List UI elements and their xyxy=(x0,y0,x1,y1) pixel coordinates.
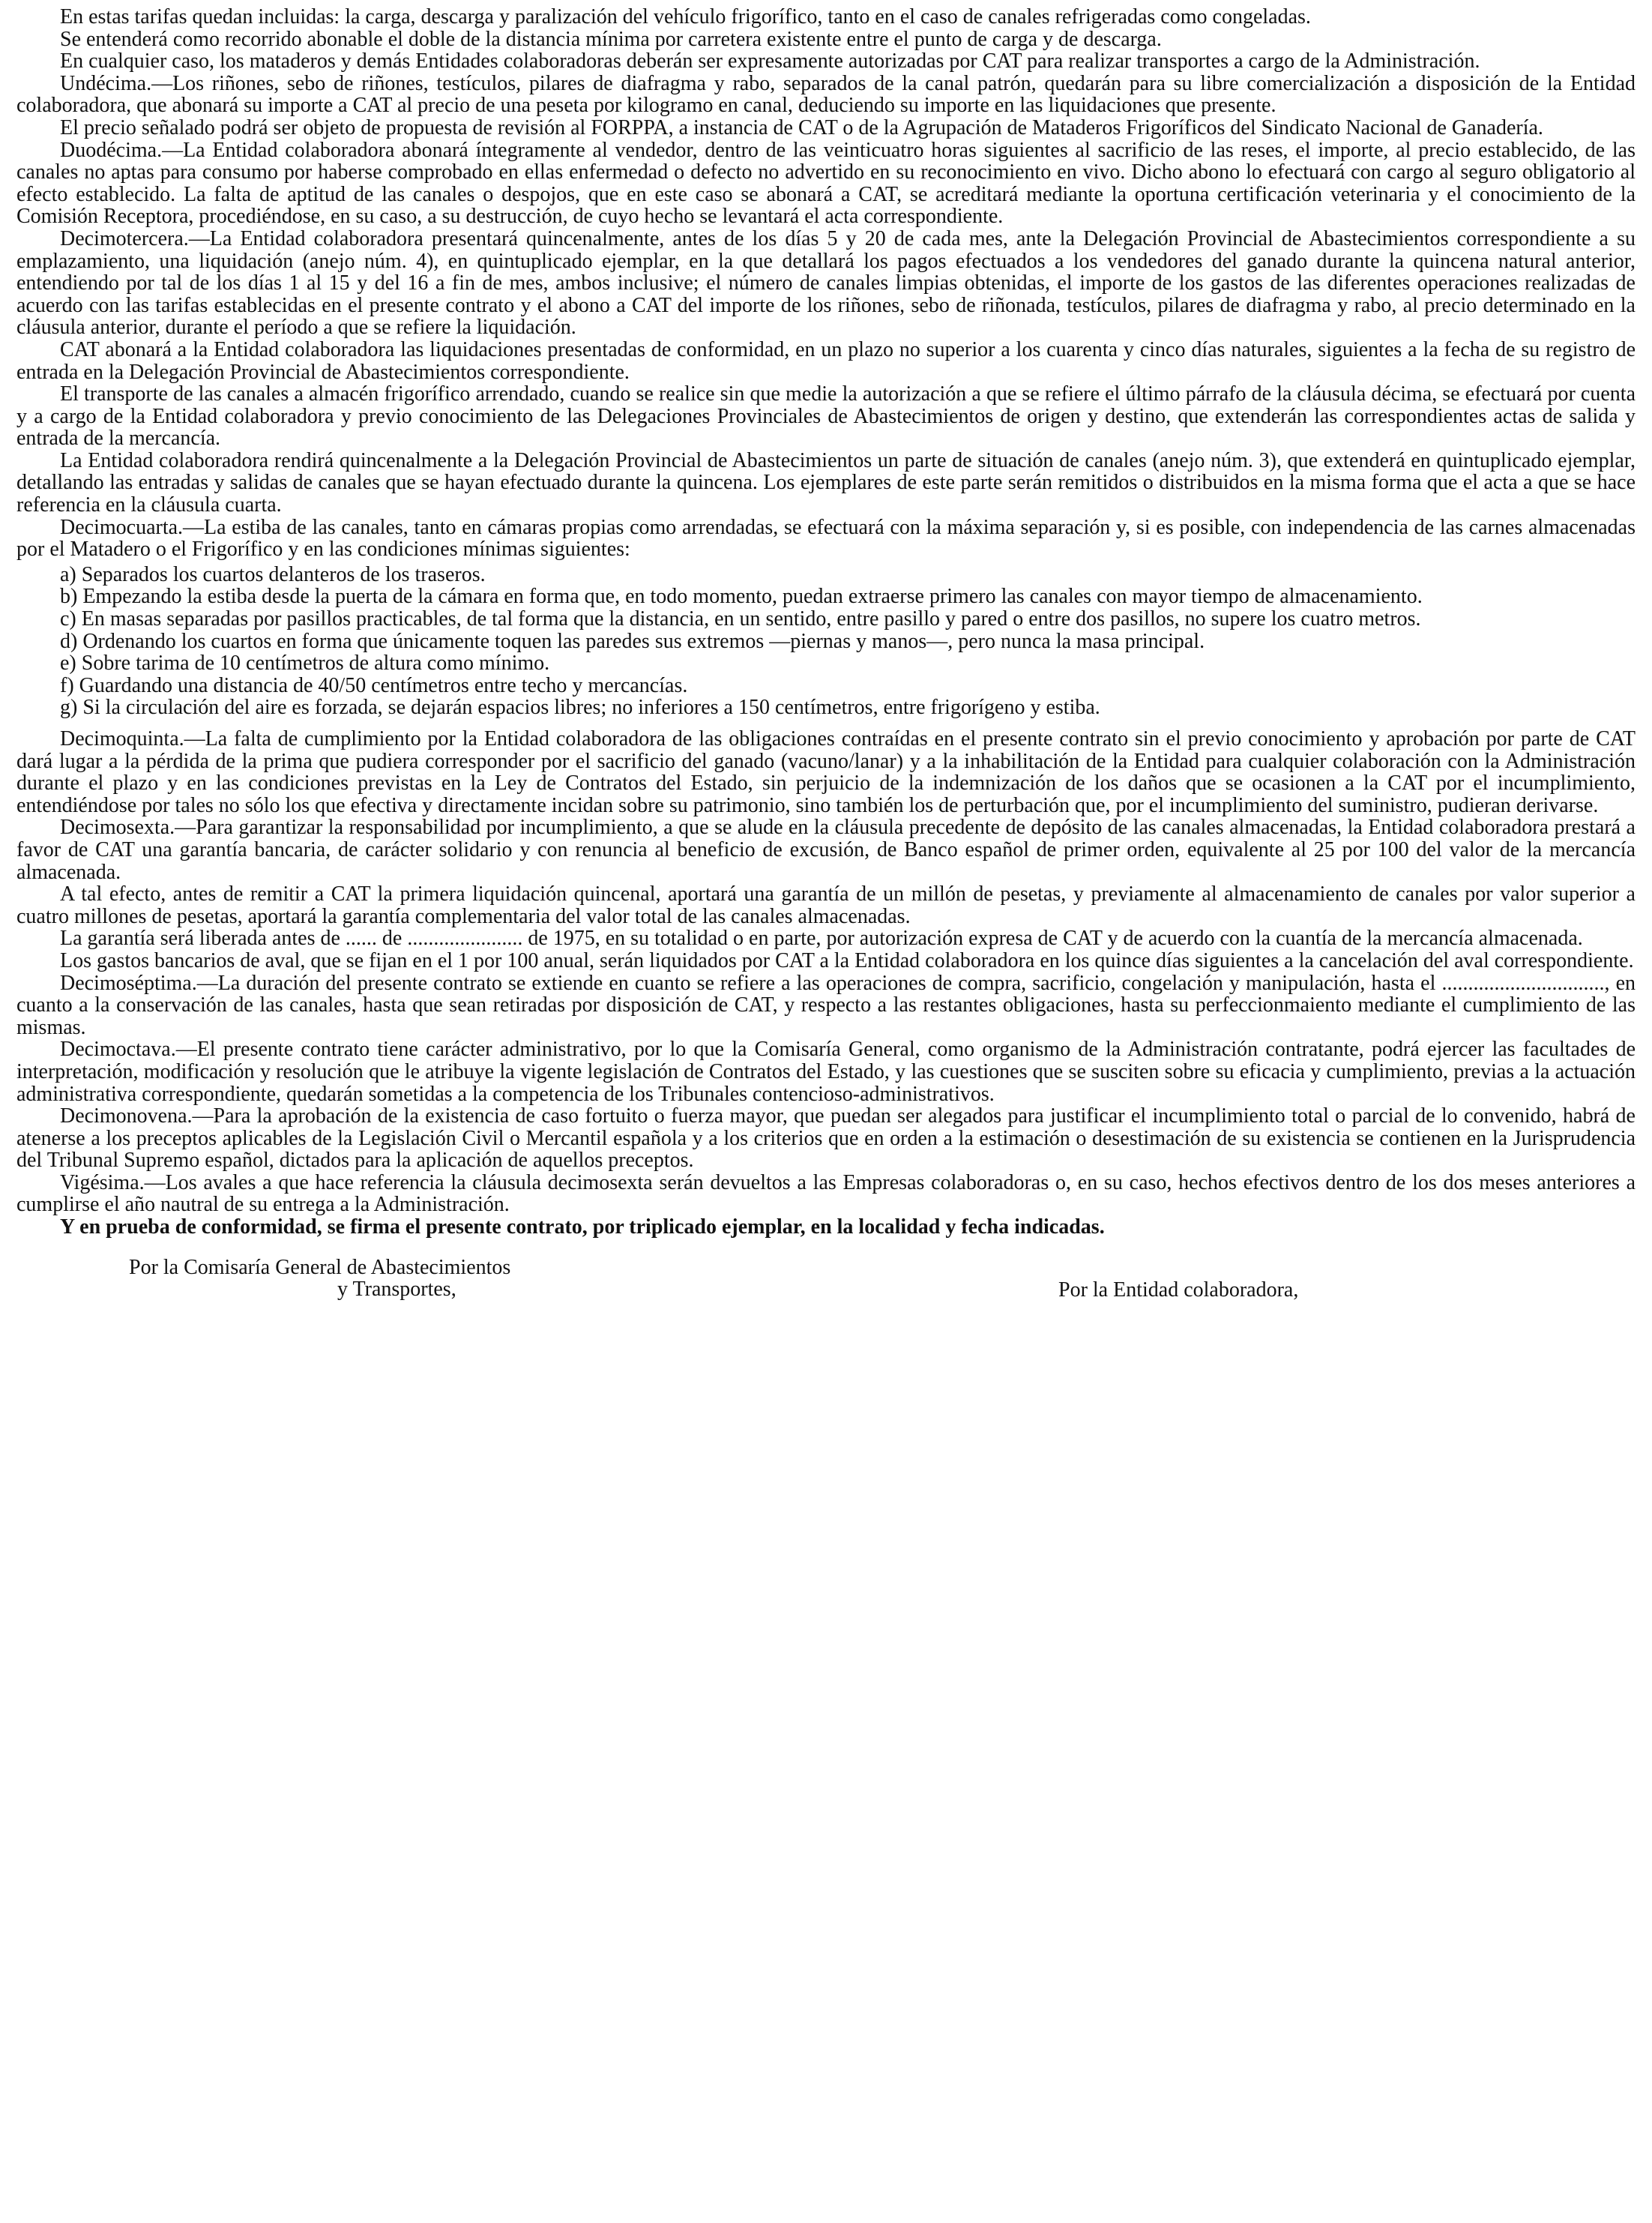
clause-undecima: Undécima.—Los riñones, sebo de riñones, testículos, pilares de diafragma y rabo, separados de la canal patrón, quedarán para su libre comercialización a disposición de la Entidad colaboradora, que abonará su importe a CAT al precio de una peseta por kilogramo en canal, deduciendo su importe en las liquidaciones que presente. xyxy=(16,71,1636,118)
signature-block xyxy=(16,1257,1636,1332)
section-tariffs-and-clauses xyxy=(16,6,1636,561)
clause-duodecima: Duodécima.—La Entidad colaboradora abonará íntegramente al vendedor, dentro de las veinticuatro horas siguientes al sacrificio de las reses, el importe, al precio establecido, de las canales no aptas para consumo por haberse comprobado en ellas enfermedad o defecto no advertido en su reconocimiento en vivo. Dicho abono lo efectuará con cargo al seguro obligatorio al efecto establecido. La falta de aptitud de las canales o despojos, que en este caso se abonará a CAT, se acreditará mediante la oportuna certificación veterinaria y el conocimiento de la Comisión Receptora, procediéndose, en su caso, a su destrucción, de cuyo hecho se levantará el acta correspondiente. xyxy=(16,138,1636,229)
conditions-list xyxy=(16,564,1636,719)
list-item: b) Empezando la estiba desde la puerta de la cámara en forma que, en todo momento, puedan extraerse primero las canales con mayor tiempo de almacenamiento. xyxy=(60,585,1423,609)
list-item: f) Guardando una distancia de 40/50 centímetros entre techo y mercancías. xyxy=(60,673,688,697)
signature-right xyxy=(1058,1279,1298,1302)
clause-decimosexta: Decimosexta.—Para garantizar la responsabilidad por incumplimiento, a que se alude en la cláusula precedente de depósito de las canales almacenadas, la Entidad colaboradora prestará a favor de CAT una garantía bancaria, de carácter solidario y con renuncia al beneficio de excusión, de Banco español de primer orden, equivalente al 25 por 100 del valor de la mercancía almacenada. xyxy=(16,816,1636,884)
list-item: e) Sobre tarima de 10 centímetros de altura como mínimo. xyxy=(60,652,550,676)
clause-decimoctava: Decimoctava.—El presente contrato tiene carácter administrativo, por lo que la Comisaría General, como organismo de la Administración contratante, podrá ejercer las facultades de interpretación, modificación y resolución que le atribuye la vigente legislación de Contratos del Estado, y las cuestiones que se susciten sobre su eficacia y cumplimiento, previas a la actuación administrativa correspondiente, quedarán sometidas a la competencia de los Tribunales contencioso-administrativos. xyxy=(16,1038,1636,1106)
section-final-clauses xyxy=(16,728,1636,1239)
paragraph: En cualquier caso, los mataderos y demás Entidades colaboradoras deberán ser expresamente autorizadas por CAT para realizar transportes a cargo de la Administración. xyxy=(60,49,1480,73)
list-item: a) Separados los cuartos delanteros de los traseros. xyxy=(60,562,486,586)
clause-decimoquinta: Decimoquinta.—La falta de cumplimiento por la Entidad colaboradora de las obligaciones contraídas en el presente contrato sin el previo conocimiento y aprobación por parte de CAT dará lugar a la pérdida de la prima que pudiera corresponder por el sacrificio del ganado (vacuno/lanar) y a la inhabilitación de la Entidad para cualquier colaboración con la Administración durante el plazo y en las condiciones previstas en la Ley de Contratos del Estado, sin perjuicio de la indemnización de los daños que se ocasionen a la CAT por el incumplimiento, entendiéndose por tales no sólo los que efectiva y directamente incidan sobre su patrimonio, sino también los de perturbación que, por el incumplimiento del suministro, pudieran derivarse. xyxy=(16,727,1636,817)
signature-left xyxy=(129,1257,804,1301)
list-item: c) En masas separadas por pasillos practicables, de tal forma que la distancia, en un sentido, entre pasillo y pared o entre dos pasillos, no supere los cuatro metros. xyxy=(60,607,1421,631)
list-item: d) Ordenando los cuartos en forma que únicamente toquen las paredes sus extremos —piernas y manos—, pero nunca la masa principal. xyxy=(60,629,1205,653)
clause-decimonovena: Decimonovena.—Para la aprobación de la existencia de caso fortuito o fuerza mayor, que puedan ser alegados para justificar el incumplimiento total o parcial de lo convenido, habrá de atenerse a los preceptos aplicables de la Legislación Civil o Mercantil española y a los criterios que en orden a la estimación o desestimación de su existencia se contienen en la Jurisprudencia del Tribunal Supremo español, dictados para la aplicación de aquellos preceptos. xyxy=(16,1104,1636,1173)
paragraph: El transporte de las canales a almacén frigorífico arrendado, cuando se realice sin que medie la autorización a que se refiere el último párrafo de la cláusula décima, se efectuará por cuenta y a cargo de la Entidad colaboradora y previo conocimiento de las Delegaciones Provinciales de Abastecimientos de origen y destino, que extenderán las correspondientes actas de salida y entrada de la mercancía. xyxy=(16,382,1636,451)
clause-decimoseptima: Decimoséptima.—La duración del presente contrato se extiende en cuanto se refiere a las operaciones de compra, sacrificio, congelación y manipulación, hasta el ..............................., en cuanto a la conservación de las canales, hasta que sean retiradas por disposición de CAT, y respecto a las restantes obligaciones, hasta su perfeccionmaiento mediante el cumplimiento de las mismas. xyxy=(16,971,1636,1039)
paragraph: En estas tarifas quedan incluidas: la carga, descarga y paralización del vehículo frigorífico, tanto en el caso de canales refrigeradas como congeladas. xyxy=(60,5,1311,28)
signature-left-line2: y Transportes, xyxy=(337,1278,456,1302)
paragraph: Los gastos bancarios de aval, que se fijan en el 1 por 100 anual, serán liquidados por CAT a la Entidad colaboradora en los quince días siguientes a la cancelación del aval correspondiente. xyxy=(60,948,1634,972)
list-item: g) Si la circulación del aire es forzada, se dejarán espacios libres; no inferiores a 150 centímetros, entre frigorígeno y estiba. xyxy=(60,696,1100,720)
paragraph: A tal efecto, antes de remitir a CAT la primera liquidación quincenal, aportará una garantía de un millón de pesetas, y previamente al almacenamiento de canales por valor superior a cuatro millones de pesetas, aportará la garantía complementaria del valor total de las canales almacenadas. xyxy=(16,882,1636,928)
clause-vigesima: Vigésima.—Los avales a que hace referencia la cláusula decimosexta serán devueltos a las Empresas colaboradoras o, en su caso, hechos efectivos dentro de los dos meses anteriores a cumplirse el año nautral de su entrega a la Administración. xyxy=(16,1170,1636,1217)
closing-statement: Y en prueba de conformidad, se firma el presente contrato, por triplicado ejemplar, en la localidad y fecha indicadas. xyxy=(60,1215,1105,1239)
signature-left-line1: Por la Comisaría General de Abastecimientos xyxy=(129,1255,511,1279)
clause-decimotercera: Decimotercera.—La Entidad colaboradora presentará quincenalmente, antes de los días 5 y 20 de cada mes, ante la Delegación Provincial de Abastecimientos correspondiente a su emplazamiento, una liquidación (anejo núm. 4), en quintuplicado ejemplar, en la que detallará los pagos efectuados a los vendedores del ganado durante la quincena natural anterior, entendiendo por tal de los días 1 al 15 y del 16 a fin de mes, ambos inclusive; el número de canales limpias obtenidas, el importe de los gastos de las diferentes operaciones realizadas de acuerdo con las tarifas establecidas en el presente contrato y el abono a CAT del importe de los riñones, sebo de riñonada, testículos, pilares de diafragma y rabo, al precio determinado en la cláusula anterior, durante el período a que se refiere la liquidación. xyxy=(16,226,1636,340)
paragraph: El precio señalado podrá ser objeto de propuesta de revisión al FORPPA, a instancia de CAT o de la Agrupación de Mataderos Frigoríficos del Sindicato Nacional de Ganadería. xyxy=(60,115,1543,139)
clause-decimocuarta: Decimocuarta.—La estiba de las canales, tanto en cámaras propias como arrendadas, se efectuará con la máxima separación y, si es posible, con independencia de las carnes almacenadas por el Matadero o el Frigorífico y en las condiciones mínimas siguientes: xyxy=(16,515,1636,562)
signature-right-line: Por la Entidad colaboradora, xyxy=(1058,1278,1299,1302)
paragraph: CAT abonará a la Entidad colaboradora las liquidaciones presentadas de conformidad, en un plazo no superior a los cuarenta y cinco días naturales, siguientes a la fecha de su registro de entrada en la Delegación Provincial de Abastecimientos correspondiente. xyxy=(16,337,1636,384)
paragraph: Se entenderá como recorrido abonable el doble de la distancia mínima por carretera existente entre el punto de carga y de descarga. xyxy=(60,27,1162,51)
paragraph: La Entidad colaboradora rendirá quincenalmente a la Delegación Provincial de Abastecimientos un parte de situación de canales (anejo núm. 3), que extenderá en quintuplicado ejemplar, detallando las entradas y salidas de canales que se hayan efectuado durante la quincena. Los ejemplares de este parte serán remitidos o distribuidos en la misma forma que el acta a que se hace referencia en la cláusula cuarta. xyxy=(16,448,1636,517)
paragraph: La garantía será liberada antes de ...... de ...................... de 1975, en su totalidad o en parte, por autorización expresa de CAT y de acuerdo con la cuantía de la mercancía almacenada. xyxy=(60,927,1583,951)
